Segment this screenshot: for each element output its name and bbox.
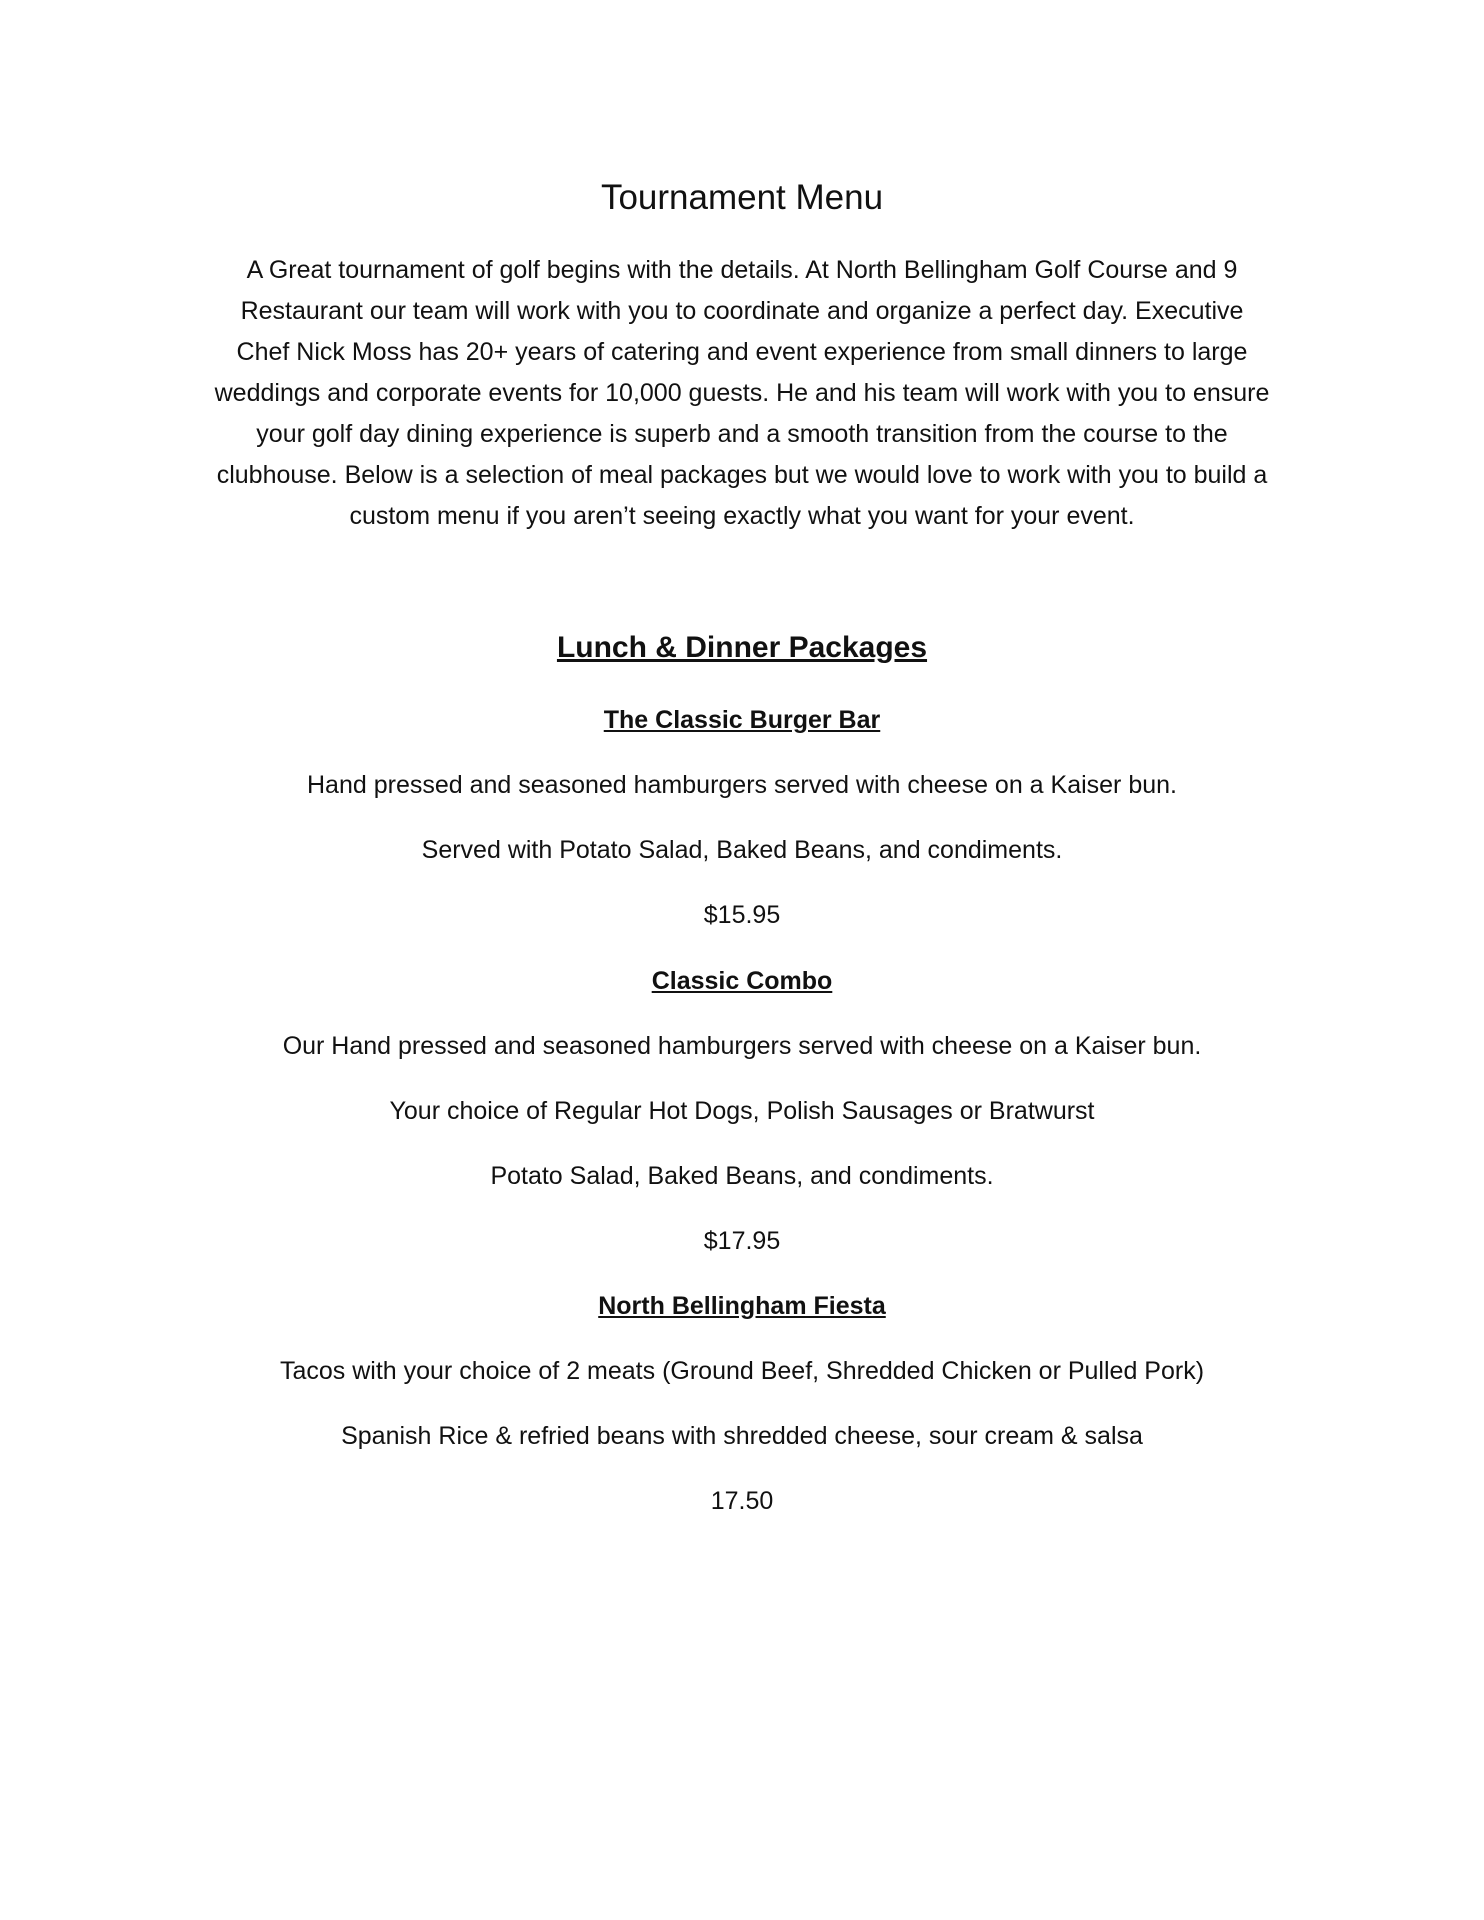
- intro-line: clubhouse. Below is a selection of meal packages but we would love to work with you to build a: [216, 461, 1268, 489]
- package-line: Served with Potato Salad, Baked Beans, and condiments.: [421, 836, 1063, 864]
- package-line: Our Hand pressed and seasoned hamburgers served with cheese on a Kaiser bun.: [282, 1032, 1202, 1060]
- package-line: Potato Salad, Baked Beans, and condiments.: [490, 1162, 994, 1190]
- package-line: Tacos with your choice of 2 meats (Ground Beef, Shredded Chicken or Pulled Pork): [279, 1357, 1205, 1385]
- intro-line: custom menu if you aren’t seeing exactly what you want for your event.: [349, 502, 1135, 530]
- package-line: Spanish Rice & refried beans with shredded cheese, sour cream & salsa: [341, 1422, 1143, 1450]
- intro-line: A Great tournament of golf begins with the details. At North Bellingham Golf Course and 9: [246, 256, 1238, 284]
- intro-line: Restaurant our team will work with you to coordinate and organize a perfect day. Executive: [240, 297, 1244, 325]
- intro-line: your golf day dining experience is superb and a smooth transition from the course to the: [256, 420, 1228, 448]
- section-heading: Lunch & Dinner Packages: [556, 631, 928, 664]
- package-price: 17.50: [710, 1487, 774, 1515]
- package-price: $15.95: [703, 901, 781, 929]
- package-title: North Bellingham Fiesta: [598, 1292, 886, 1320]
- intro-paragraph: [150, 250, 1334, 537]
- package-title: Classic Combo: [651, 967, 833, 995]
- package-price: $17.95: [703, 1227, 781, 1255]
- package-title: The Classic Burger Bar: [603, 706, 881, 734]
- intro-line: weddings and corporate events for 10,000 guests. He and his team will work with you to ensure: [214, 379, 1270, 407]
- intro-line: Chef Nick Moss has 20+ years of catering and event experience from small dinners to large: [236, 338, 1248, 366]
- package-line: Hand pressed and seasoned hamburgers served with cheese on a Kaiser bun.: [307, 771, 1177, 799]
- page-title: Tournament Menu: [600, 178, 884, 217]
- package-line: Your choice of Regular Hot Dogs, Polish Sausages or Bratwurst: [389, 1097, 1095, 1125]
